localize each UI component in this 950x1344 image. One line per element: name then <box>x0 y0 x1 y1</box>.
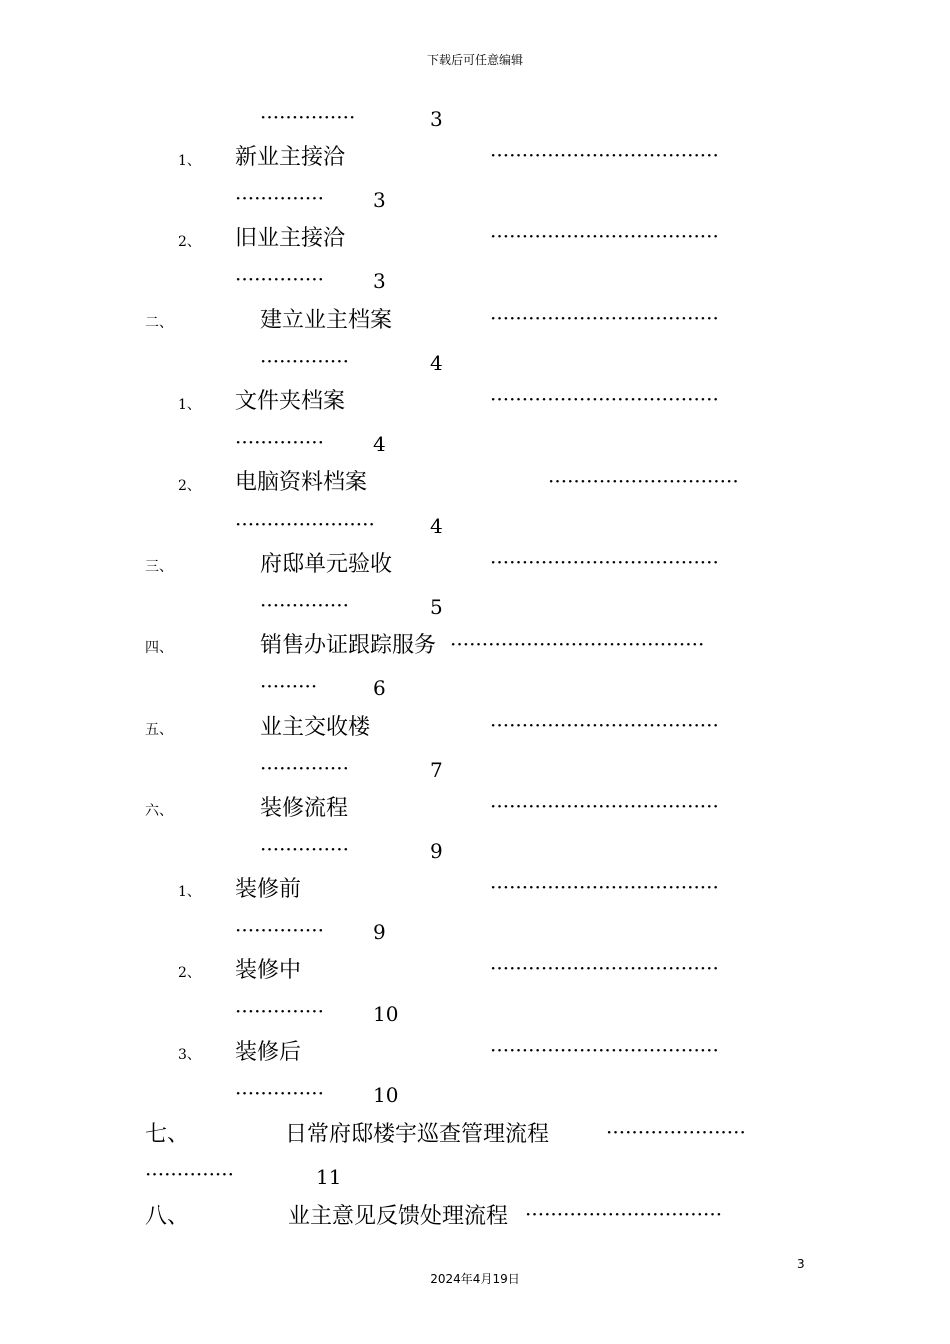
toc-entry-number: 五、 <box>145 722 173 738</box>
toc-dot-leader: ···································· <box>490 794 719 818</box>
toc-entry-title[interactable]: 文件夹档案 <box>235 389 346 414</box>
toc-entry-title[interactable]: 业主交收楼 <box>260 715 371 740</box>
toc-page-number: 4 <box>430 514 443 538</box>
toc-entry-title[interactable]: 旧业主接洽 <box>235 226 346 251</box>
toc-entry-number: 四、 <box>145 640 173 656</box>
toc-dot-leader: ···································· <box>490 550 719 574</box>
toc-dot-leader: ·············· <box>235 267 325 291</box>
toc-dot-leader: ·············· <box>235 186 325 210</box>
toc-dot-leader: ·············· <box>235 999 325 1023</box>
toc-dot-leader: ···································· <box>490 1038 719 1062</box>
toc-page-number: 10 <box>373 1083 399 1107</box>
toc-page-number: 3 <box>430 107 443 131</box>
toc-entry-title[interactable]: 装修后 <box>235 1040 302 1065</box>
footer-date: 2024年4月19日 <box>430 1272 520 1286</box>
toc-entry-title[interactable]: 装修流程 <box>260 796 349 821</box>
toc-dot-leader: ···································· <box>490 306 719 330</box>
toc-entry-title[interactable]: 装修中 <box>235 958 302 983</box>
toc-entry-number: 三、 <box>145 559 173 575</box>
toc-page-number: 9 <box>430 839 443 863</box>
toc-dot-leader: ······················ <box>235 512 375 536</box>
toc-dot-leader: ·············· <box>260 349 350 373</box>
toc-entry-title[interactable]: 销售办证跟踪服务 <box>260 633 437 658</box>
toc-dot-leader: ···································· <box>490 956 719 980</box>
toc-entry-title[interactable]: 业主意见反馈处理流程 <box>288 1204 509 1229</box>
toc-entry-number: 八、 <box>145 1204 190 1229</box>
toc-entry-number: 六、 <box>145 803 173 819</box>
toc-page-number: 4 <box>373 432 386 456</box>
toc-entry-title[interactable]: 新业主接洽 <box>235 145 346 170</box>
toc-dot-leader: ···································· <box>490 713 719 737</box>
toc-dot-leader: ······························ <box>548 469 739 493</box>
toc-dot-leader: ··············· <box>260 105 356 129</box>
toc-entry-number: 3、 <box>178 1047 201 1063</box>
page-header: 下载后可任意编辑 <box>426 53 523 67</box>
toc-entry-number: 1、 <box>178 884 201 900</box>
toc-page-number: 3 <box>373 188 386 212</box>
toc-dot-leader: ·············· <box>260 837 350 861</box>
toc-dot-leader: ·············· <box>145 1162 235 1186</box>
toc-dot-leader: ···································· <box>490 224 719 248</box>
toc-entry-number: 2、 <box>178 965 201 981</box>
toc-entry-number: 1、 <box>178 397 201 413</box>
toc-dot-leader: ······························· <box>525 1202 723 1226</box>
toc-dot-leader: ·············· <box>260 593 350 617</box>
toc-dot-leader: ···································· <box>490 143 719 167</box>
toc-entry-title[interactable]: 电脑资料档案 <box>235 470 368 495</box>
toc-entry-title[interactable]: 建立业主档案 <box>260 308 393 333</box>
toc-entry-number: 1、 <box>178 153 201 169</box>
toc-entry-number: 二、 <box>145 315 173 331</box>
toc-page-number: 7 <box>430 758 443 782</box>
toc-page-number: 3 <box>373 269 386 293</box>
toc-entry-title[interactable]: 日常府邸楼宇巡查管理流程 <box>285 1122 550 1147</box>
toc-dot-leader: ·············· <box>235 918 325 942</box>
toc-dot-leader: ···································· <box>490 875 719 899</box>
toc-entry-number: 2、 <box>178 234 201 250</box>
toc-dot-leader: ········································ <box>450 632 705 656</box>
page-number: 3 <box>797 1257 805 1271</box>
toc-entry-title[interactable]: 府邸单元验收 <box>260 552 393 577</box>
toc-entry-number: 2、 <box>178 478 201 494</box>
toc-dot-leader: ········· <box>260 674 318 698</box>
toc-dot-leader: ·············· <box>235 1081 325 1105</box>
toc-page-number: 9 <box>373 920 386 944</box>
toc-page-number: 11 <box>316 1165 342 1189</box>
toc-entry-number: 七、 <box>145 1122 190 1147</box>
toc-page-number: 10 <box>373 1002 399 1026</box>
toc-dot-leader: ·············· <box>260 756 350 780</box>
toc-dot-leader: ·············· <box>235 430 325 454</box>
toc-entry-title[interactable]: 装修前 <box>235 877 302 902</box>
toc-dot-leader: ······················ <box>606 1120 746 1144</box>
toc-page-number: 5 <box>430 595 443 619</box>
toc-dot-leader: ···································· <box>490 387 719 411</box>
toc-page-number: 4 <box>430 351 443 375</box>
toc-page-number: 6 <box>373 676 386 700</box>
